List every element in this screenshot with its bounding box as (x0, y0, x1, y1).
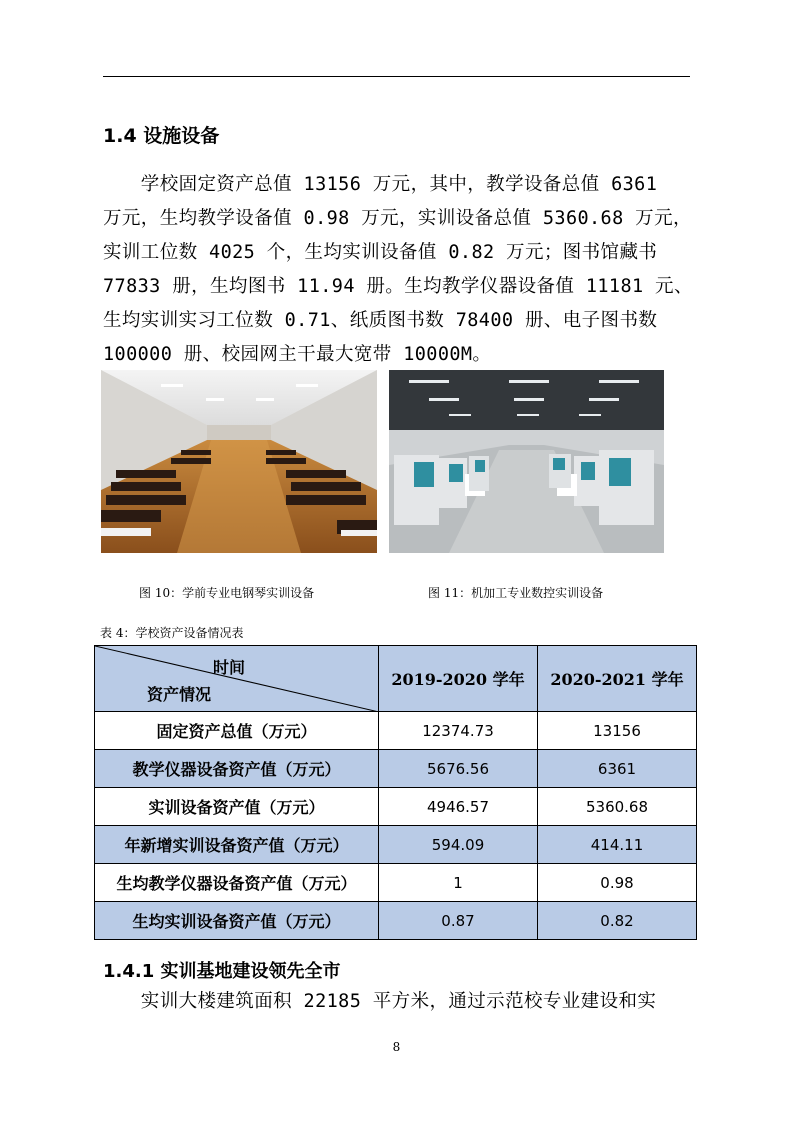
intro-line: 生均实训实习工位数 0.71、纸质图书数 78400 册、电子图书数 (103, 310, 658, 331)
subsection-paragraph (103, 985, 695, 1019)
header-time-label: 时间 (213, 658, 246, 677)
row-label: 固定资产总值（万元） (95, 712, 379, 750)
column-header: 2020-2021 学年 (538, 646, 697, 712)
table-header-row (95, 646, 697, 712)
cell-value: 414.11 (538, 826, 697, 864)
page-number: 8 (392, 1040, 401, 1054)
intro-line: 万元，生均教学设备值 0.98 万元，实训设备总值 5360.68 万元， (103, 208, 692, 229)
table-row (95, 750, 697, 788)
row-label: 教学仪器设备资产值（万元） (95, 750, 379, 788)
table-row (95, 826, 697, 864)
cell-value: 13156 (538, 712, 697, 750)
header-rule (103, 76, 690, 77)
assets-table (94, 645, 697, 940)
cell-value: 4946.57 (379, 788, 538, 826)
cell-value: 0.98 (538, 864, 697, 902)
row-label: 生均教学仪器设备资产值（万元） (95, 864, 379, 902)
figure-caption: 图 11：机加工专业数控实训设备 (428, 586, 604, 600)
intro-line: 实训工位数 4025 个，生均实训设备值 0.82 万元；图书馆藏书 (103, 242, 658, 263)
header-asset-label: 资产情况 (147, 685, 212, 704)
table-row (95, 712, 697, 750)
table-row (95, 788, 697, 826)
cell-value: 0.87 (379, 902, 538, 940)
intro-line: 77833 册，生均图书 11.94 册。生均教学仪器设备值 11181 元、 (103, 276, 693, 297)
body-line: 实训大楼建筑面积 22185 平方米，通过示范校专业建设和实 (103, 991, 657, 1012)
cell-value: 6361 (538, 750, 697, 788)
cell-value: 5676.56 (379, 750, 538, 788)
figure-caption: 图 10：学前专业电钢琴实训设备 (139, 586, 315, 600)
row-label: 年新增实训设备资产值（万元） (95, 826, 379, 864)
table-row (95, 902, 697, 940)
intro-line: 100000 册、校园网主干最大宽带 10000M。 (103, 344, 492, 365)
row-label: 实训设备资产值（万元） (95, 788, 379, 826)
cell-value: 12374.73 (379, 712, 538, 750)
piano-classroom-photo (101, 370, 377, 553)
diagonal-header-cell (95, 646, 379, 712)
column-header: 2019-2020 学年 (379, 646, 538, 712)
subsection-heading: 1.4.1 实训基地建设领先全市 (103, 961, 341, 982)
cnc-workshop-photo (389, 370, 664, 553)
cell-value: 5360.68 (538, 788, 697, 826)
cell-value: 0.82 (538, 902, 697, 940)
cell-value: 1 (379, 864, 538, 902)
section-heading: 1.4 设施设备 (103, 125, 220, 147)
table-row (95, 864, 697, 902)
table-title: 表 4：学校资产设备情况表 (100, 626, 244, 640)
cell-value: 594.09 (379, 826, 538, 864)
intro-line: 学校固定资产总值 13156 万元，其中，教学设备总值 6361 (103, 174, 658, 195)
intro-paragraph (103, 168, 695, 372)
row-label: 生均实训设备资产值（万元） (95, 902, 379, 940)
